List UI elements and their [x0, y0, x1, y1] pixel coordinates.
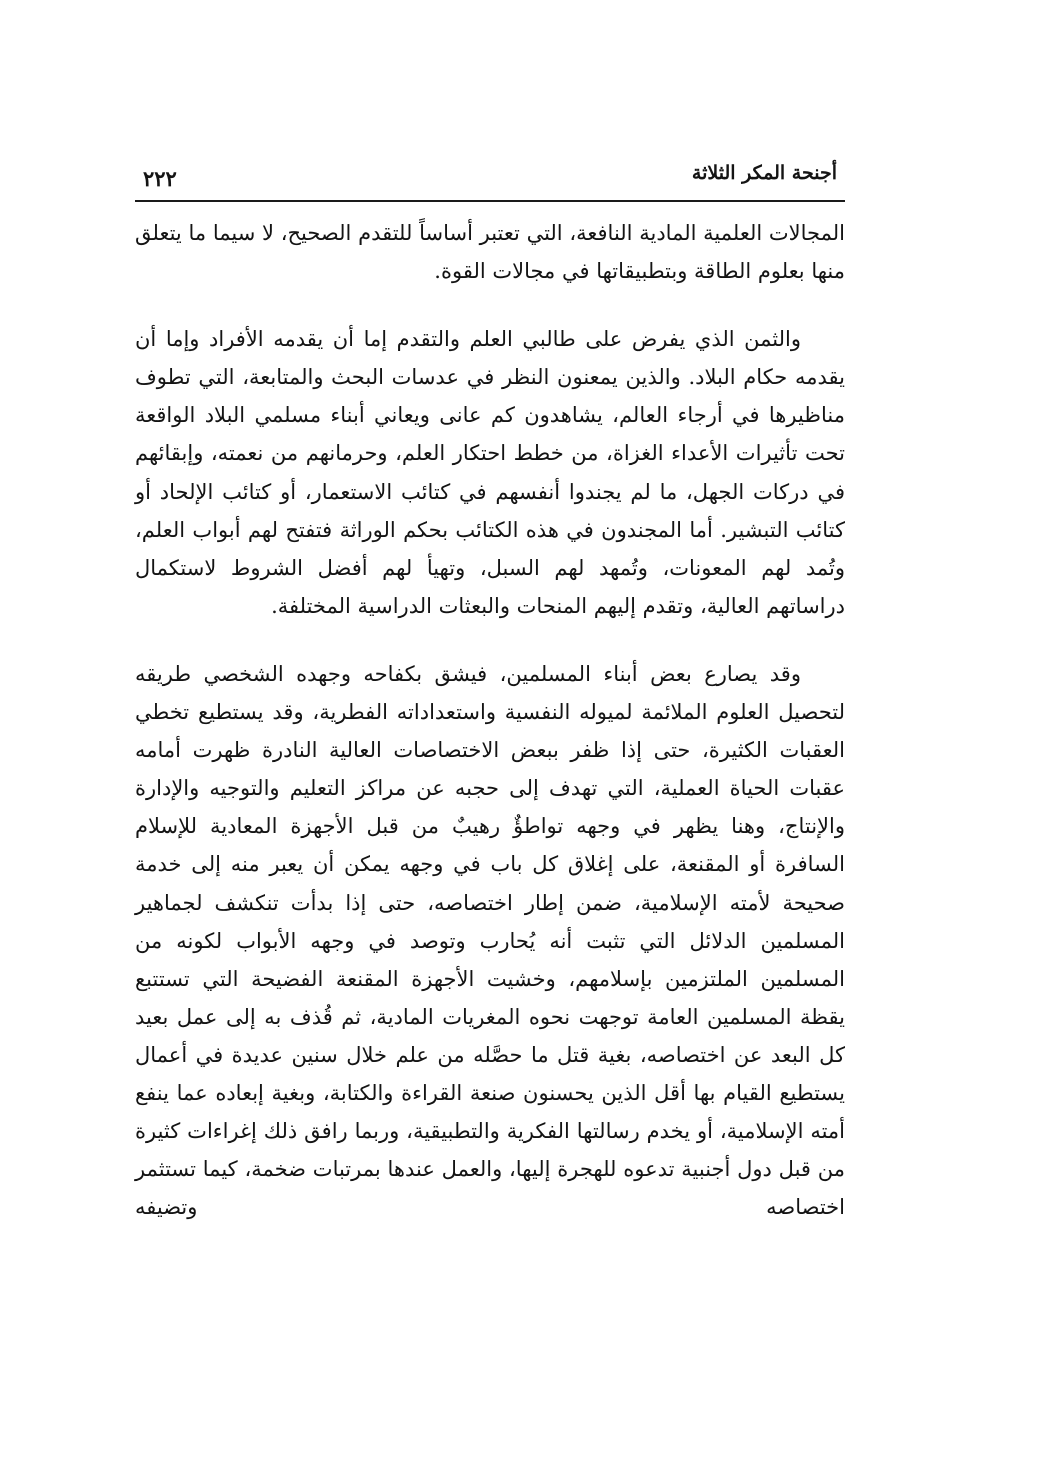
- book-title: أجنحة المكر الثلاثة: [691, 162, 837, 184]
- paragraph-3: وقد يصارع بعض أبناء المسلمين، فيشق بكفاحه وجهده الشخصي طريقه لتحصيل العلوم الملائمة لميوله النفسية واستعداداته الفطرية، وقد يستطيع تخطي العقبات الكثيرة، حتى إذا ظفر ببعض الاختصاصات العالية النادرة ظهرت أمامه عقبات الحياة العملية، التي تهدف إلى حجبه عن مراكز التعليم والتوجيه والإدارة والإنتاج، وهنا يظهر في وجهه تواطؤٌ رهيبٌ من قبل الأجهزة المعادية للإسلام السافرة أو المقنعة، على إغلاق كل باب في وجهه يمكن أن يعبر منه إلى خدمة صحيحة لأمته الإسلامية، ضمن إطار اختصاصه، حتى إذا بدأت تنكشف لجماهير المسلمين الدلائل التي تثبت أنه يُحارب وتوصد في وجهه الأبواب لكونه من المسلمين الملتزمين بإسلامهم، وخشيت الأجهزة المقنعة الفضيحة التي تستتبع يقظة المسلمين العامة توجهت نحوه المغريات المادية، ثم قُذف به إلى عمل بعيد كل البعد عن اختصاصه، بغية قتل ما حصَّله من علم خلال سنين عديدة في أعمال يستطيع القيام بها أقل الذين يحسنون صنعة القراءة والكتابة، وبغية إبعاده عما ينفع أمته الإسلامية، أو يخدم رسالتها الفكرية والتطبيقية، وربما رافق ذلك إغراءات كثيرة من قبل دول أجنبية تدعوه للهجرة إليها، والعمل عندها بمرتبات ضخمة، كيما تستثمر اختصاصه وتضيفه: [135, 661, 845, 1220]
- paragraph-2: والثمن الذي يفرض على طالبي العلم والتقدم إما أن يقدمه الأفراد وإما أن يقدمه حكام البلاد. والذين يمعنون النظر في عدسات البحث والمتابعة، التي تطوف مناظيرها في أرجاء العالم، يشاهدون كم عانى ويعاني أبناء مسلمي البلاد الواقعة تحت تأثيرات الأعداء الغزاة، من خطط احتكار العلم، وحرمانهم من نعمته، وإبقائهم في دركات الجهل، ما لم يجندوا أنفسهم في كتائب الاستعمار، أو كتائب الإلحاد أو كتائب التبشير. أما المجندون في هذه الكتائب بحكم الوراثة فتفتح لهم أبواب العلم، وتُمد لهم المعونات، وتُمهد لهم السبل، وتهيأ لهم أفضل الشروط لاستكمال دراساتهم العالية، وتقدم إليهم المنحات والبعثات الدراسية المختلفة.: [135, 327, 845, 618]
- body-text: [135, 202, 845, 1226]
- book-page: [135, 150, 845, 1370]
- page-number: ٢٢٢: [143, 166, 177, 191]
- paragraph-1: المجالات العلمية المادية النافعة، التي تعتبر أساساً للتقدم الصحيح، لا سيما ما يتعلق منها بعلوم الطاقة وبتطبيقاتها في مجالات القوة.: [135, 221, 845, 284]
- running-header: [135, 150, 845, 202]
